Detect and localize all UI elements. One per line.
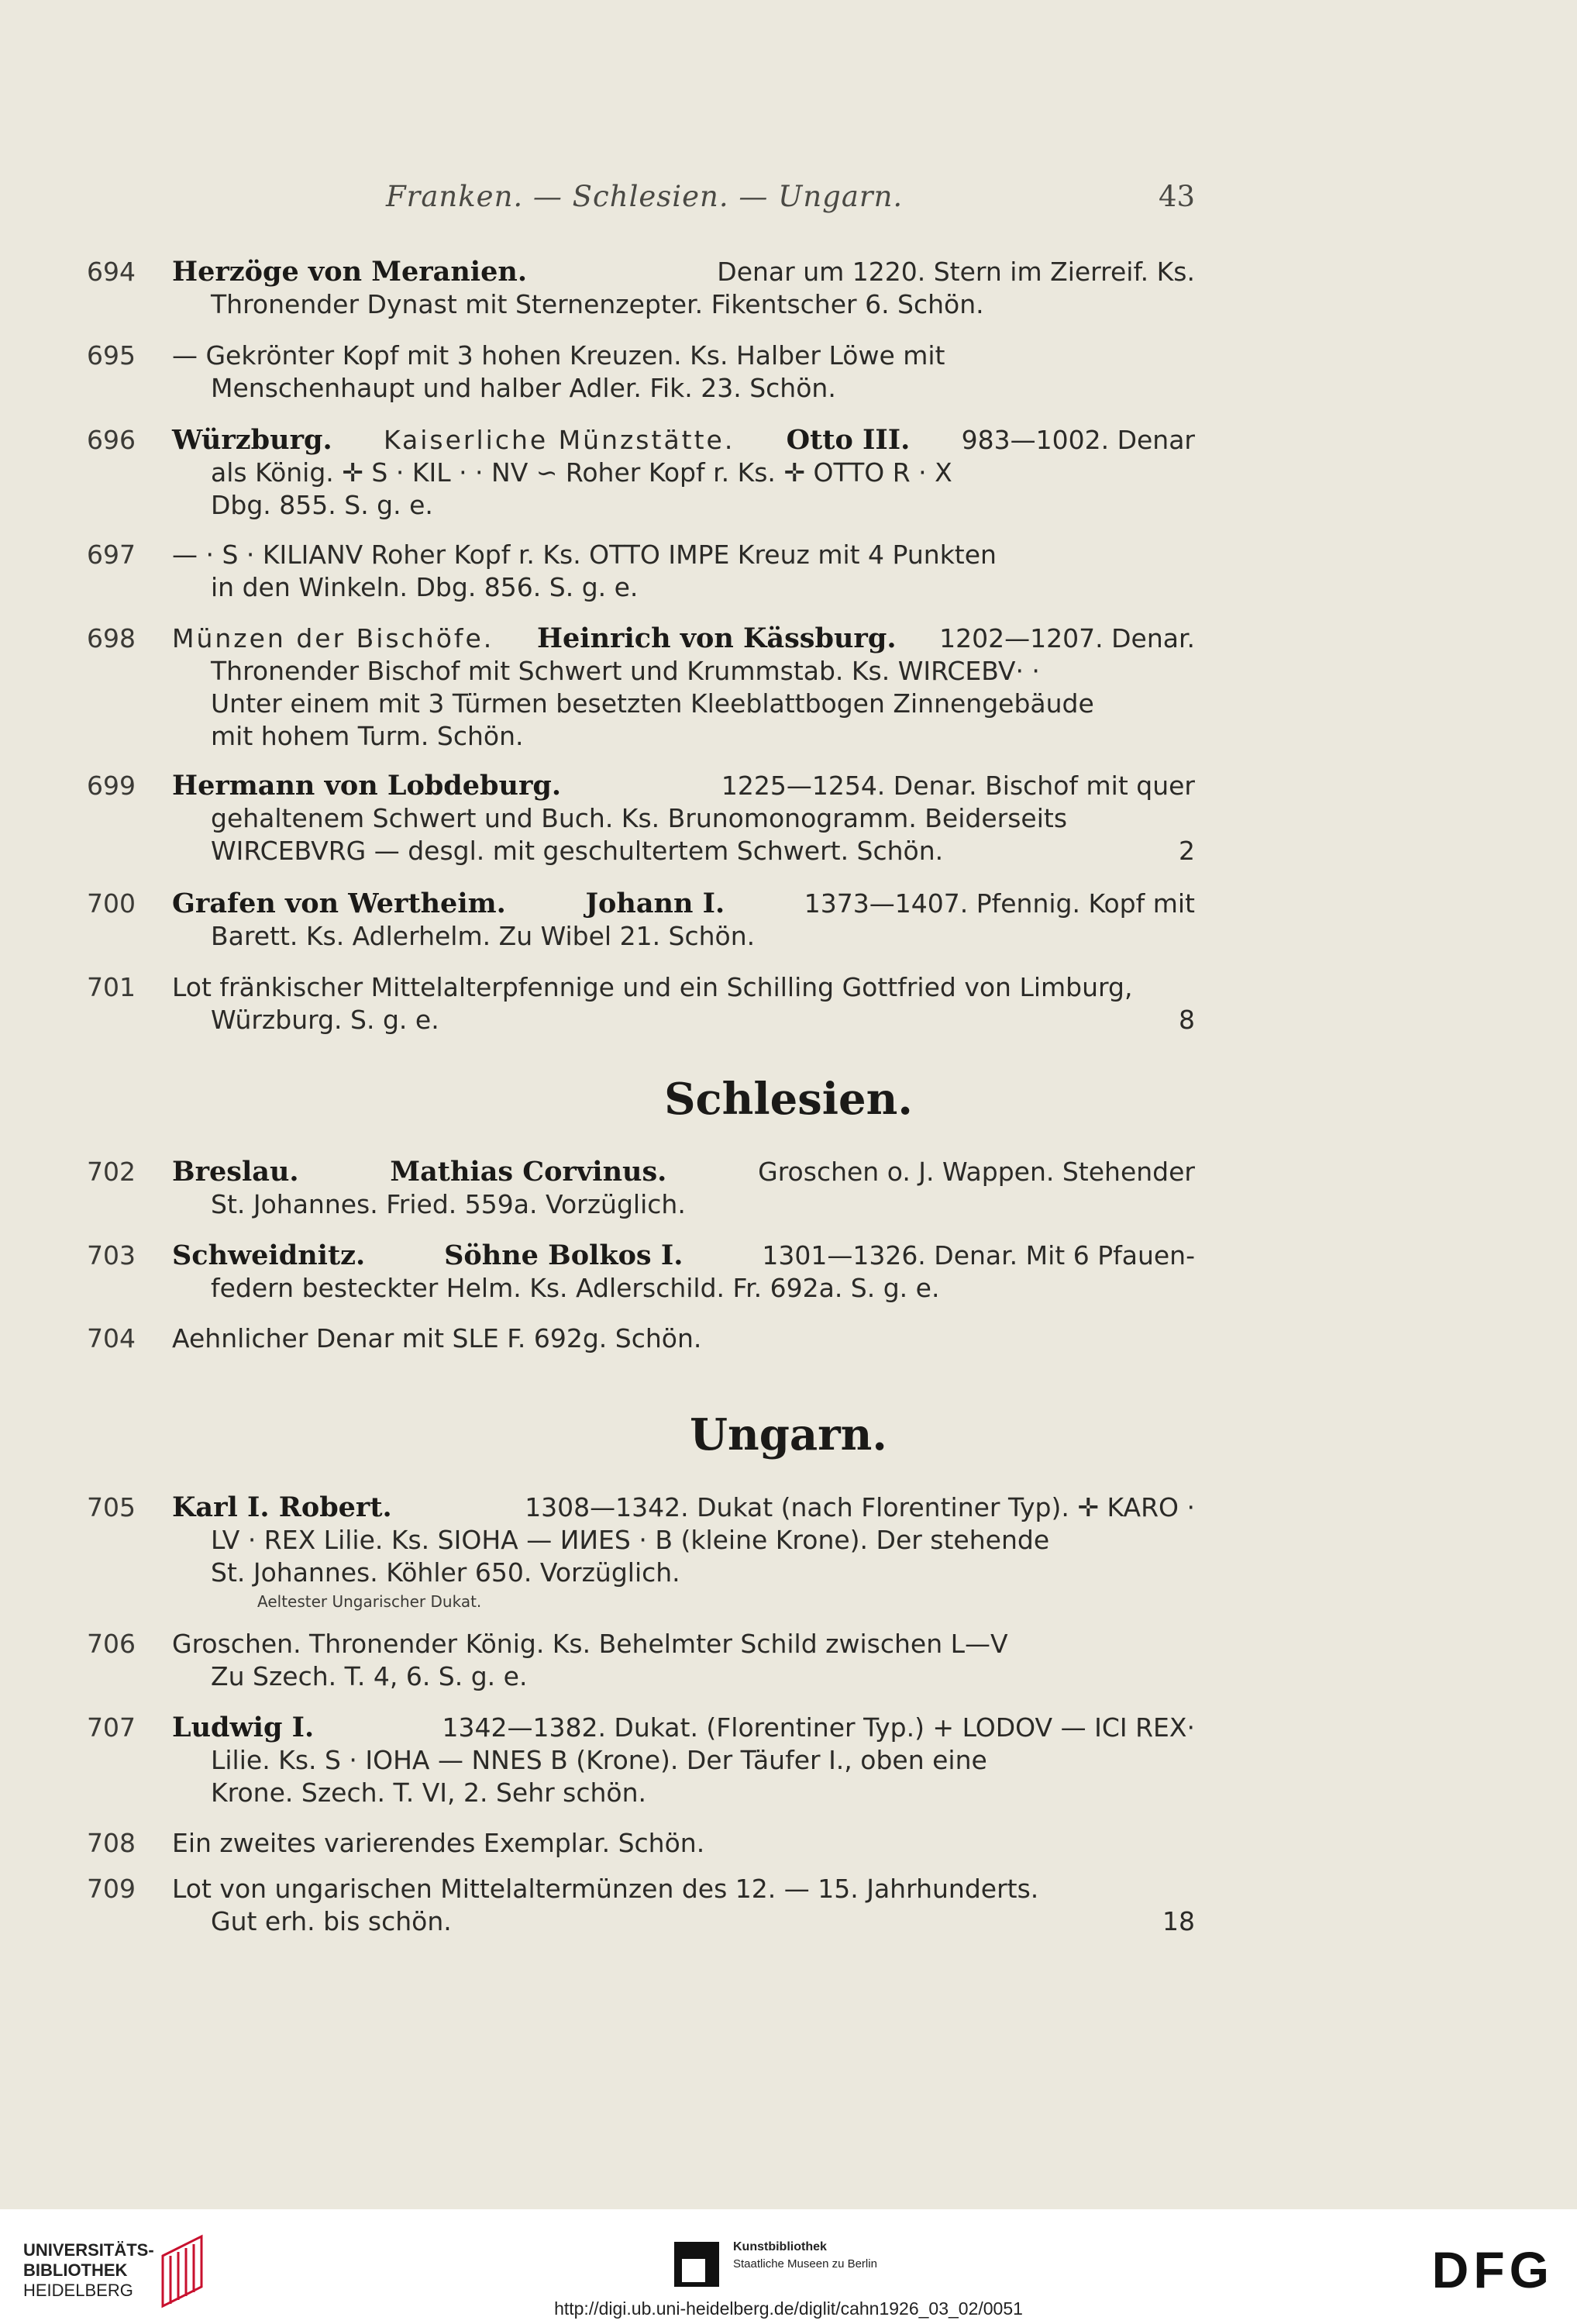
entry-heading: Heinrich von Kässburg. <box>536 622 897 654</box>
entry-heading: Ludwig I. <box>172 1712 315 1743</box>
price: 2 <box>1179 836 1195 866</box>
footnote: Aeltester Ungarischer Dukat. <box>257 1592 482 1611</box>
entry-heading: Würzburg. <box>172 424 332 456</box>
entry-heading: Hermann von Lobdeburg. <box>172 770 562 802</box>
section-heading-ungarn: Ungarn. <box>690 1409 887 1460</box>
price: 8 <box>1179 1005 1195 1035</box>
running-title: Franken. — Schlesien. — Ungarn. <box>386 180 904 213</box>
ub-heidelberg-logo[interactable]: UNIVERSITÄTS- BIBLIOTHEK HEIDELBERG <box>23 2240 154 2301</box>
section-heading-schlesien: Schlesien. <box>664 1074 913 1125</box>
price: 18 <box>1162 1906 1195 1936</box>
entry-number: 694 <box>87 257 136 287</box>
entry-heading: Karl I. Robert. <box>172 1491 392 1523</box>
scanned-page: Franken. — Schlesien. — Ungarn. 43 694 Herzöge von Meranien. Denar um 1220. Stern im Zierreif. Ks. Thronender Dynast mit Sternenzepter. Fikentscher 6. Schön. 695 — Gekrönter Kopf mit 3 hohen Kreuzen. Ks. Halber Löwe mit Menschenhaupt und halber Adler. Fik. 23. Schön. 696 Würzburg. Kaiserliche Münzstätte. Otto III. 983—1002. Denar als König. ✛ S · KIL · · NV ∽ Roher Kopf r. Ks. ✛ OTTO R · X Dbg. 855. S. g. e. 697 — · S · KILIANV Roher Kopf r. Ks. OTTO IMPE Kreuz mit 4 Punkten in den Winkeln. Dbg. 856. S. g. e. 698 Münzen der Bischöfe. Heinrich von Kässburg. 1202—1207. Denar. Thronender Bischof mit Schwert und Krummstab. Ks. WIRCEBV· · Unter einem mit 3 Türmen besetzten Kleeblattbogen Zinnengebäude mit hohem Turm. Schön. 699 Hermann von Lobdeburg. 1225—1254. Denar. Bischof mit quer gehaltenem Schwert und Buch. Ks. Brunomonogramm. Beiderseits WIRCEBVRG — desgl. mit geschultertem Schwert. Schön. 2 700 Grafen von Wertheim. Johann I. 1373—1407. Pfennig. Kopf mit Barett. Ks. Adlerhelm. Zu Wibel 21. Schön. 701 Lot fränkischer Mittelalterpfennige und ein Schilling Gottfried von Limburg, Würzburg. S. g. e. 8 Schlesien. 702 Breslau. Mathias Corvinus. Groschen o. J. Wappen. Stehender St. Johannes. Fried. 559a. Vorzüglich. 703 Schweidnitz. Söhne Bolkos I. 1301—1326. Denar. Mit 6 Pfauen- federn besteckter Helm. Ks. Adlerschild. Fr. 692a. S. g. e. 704 Aehnlicher Denar mit SLE F. 692g. Schön. Ungarn. 705 Karl I. Robert. 1308—1342. Dukat (nach Florentiner Typ). ✛ KARO · LV · REX Lilie. Ks. SIOHA — ИИES · B (kleine Krone). Der stehende St. Johannes. Köhler 650. Vorzüglich. Aeltester Ungarischer Dukat. 706 Groschen. Thronender König. Ks. Behelmter Schild zwischen L—V Zu Szech. T. 4, 6. S. g. e. 707 Ludwig I. 1342—1382. Dukat. (Florentiner Typ.) + LODOV — ICI REX· Lilie. Ks. S · IOHA — NNES B (Krone). Der Täufer I., oben eine Krone. Szech. T. VI, 2. Sehr schön. 708 Ein zweites varierendes Exemplar. Schön. 709 Lot von ungarischen Mittelaltermünzen des 12. — 15. Jahrhunderts. Gut erh. bis schön. 18 <box>0 0 1577 2209</box>
page-number: 43 <box>1159 180 1196 213</box>
kunstbibliothek-icon <box>674 2242 719 2287</box>
entry-heading: Herzöge von Meranien. <box>172 256 528 288</box>
entry-heading: Schweidnitz. <box>172 1240 366 1271</box>
permalink-url[interactable]: http://digi.ub.uni-heidelberg.de/diglit/cahn1926_03_02/0051 <box>554 2298 1023 2319</box>
dfg-logo[interactable]: DFG <box>1431 2241 1554 2298</box>
digitization-footer: UNIVERSITÄTS- BIBLIOTHEK HEIDELBERG Kunstbibliothek Staatliche Museen zu Berlin DFG http://digi.ub.uni-heidelberg.de/diglit/cahn1926_03_02/0051 <box>0 2209 1577 2324</box>
entry-heading: Grafen von Wertheim. <box>172 888 506 919</box>
entry-heading: Breslau. <box>172 1156 299 1188</box>
